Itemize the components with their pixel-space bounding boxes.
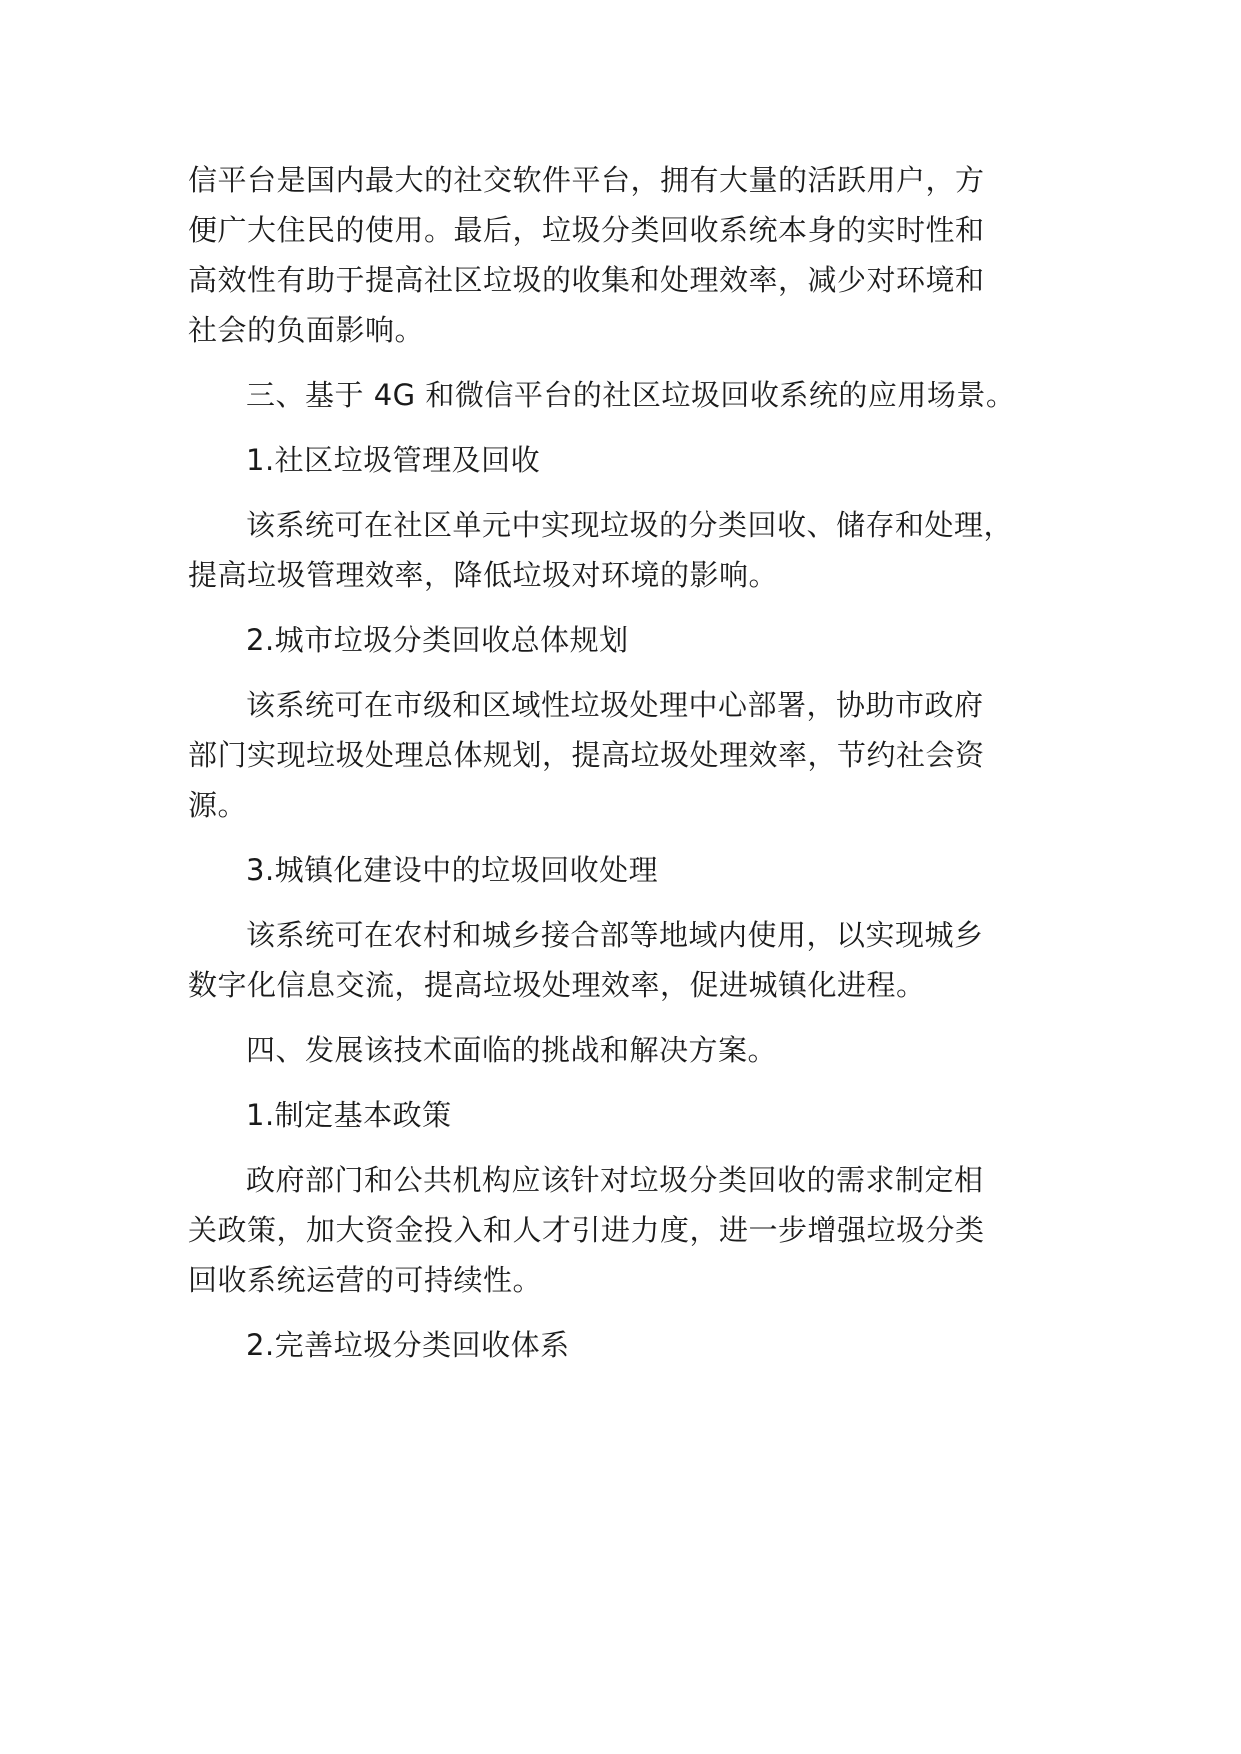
- body-text-line: 部门实现垃圾处理总体规划，提高垃圾处理效率，节约社会资: [188, 738, 985, 772]
- body-text-line: 该系统可在农村和城乡接合部等地域内使用，以实现城乡: [246, 918, 984, 952]
- subsection-heading: 1.制定基本政策: [246, 1098, 452, 1132]
- subsection-heading: 2.完善垃圾分类回收体系: [246, 1328, 570, 1362]
- body-text-line: 该系统可在社区单元中实现垃圾的分类回收、储存和处理，: [246, 508, 1014, 542]
- subsection-heading: 3.城镇化建设中的垃圾回收处理: [246, 853, 659, 887]
- section-heading: 三、基于 4G 和微信平台的社区垃圾回收系统的应用场景。: [246, 378, 1016, 412]
- body-text-line: 信平台是国内最大的社交软件平台，拥有大量的活跃用户，方: [188, 163, 985, 197]
- body-text-line: 便广大住民的使用。最后，垃圾分类回收系统本身的实时性和: [188, 213, 985, 247]
- body-text-line: 该系统可在市级和区域性垃圾处理中心部署，协助市政府: [246, 688, 984, 722]
- body-text-line: 提高垃圾管理效率，降低垃圾对环境的影响。: [188, 558, 779, 592]
- body-text-line: 回收系统运营的可持续性。: [188, 1263, 543, 1297]
- body-text-line: 高效性有助于提高社区垃圾的收集和处理效率，减少对环境和: [188, 263, 985, 297]
- body-text-line: 政府部门和公共机构应该针对垃圾分类回收的需求制定相: [246, 1163, 984, 1197]
- subsection-heading: 1.社区垃圾管理及回收: [246, 443, 541, 477]
- body-text-line: 数字化信息交流，提高垃圾处理效率，促进城镇化进程。: [188, 968, 926, 1002]
- subsection-heading: 2.城市垃圾分类回收总体规划: [246, 623, 629, 657]
- body-text-line: 关政策，加大资金投入和人才引进力度，进一步增强垃圾分类: [188, 1213, 985, 1247]
- section-heading: 四、发展该技术面临的挑战和解决方案。: [246, 1033, 778, 1067]
- body-text-line: 社会的负面影响。: [188, 313, 425, 347]
- body-text-line: 源。: [188, 788, 248, 822]
